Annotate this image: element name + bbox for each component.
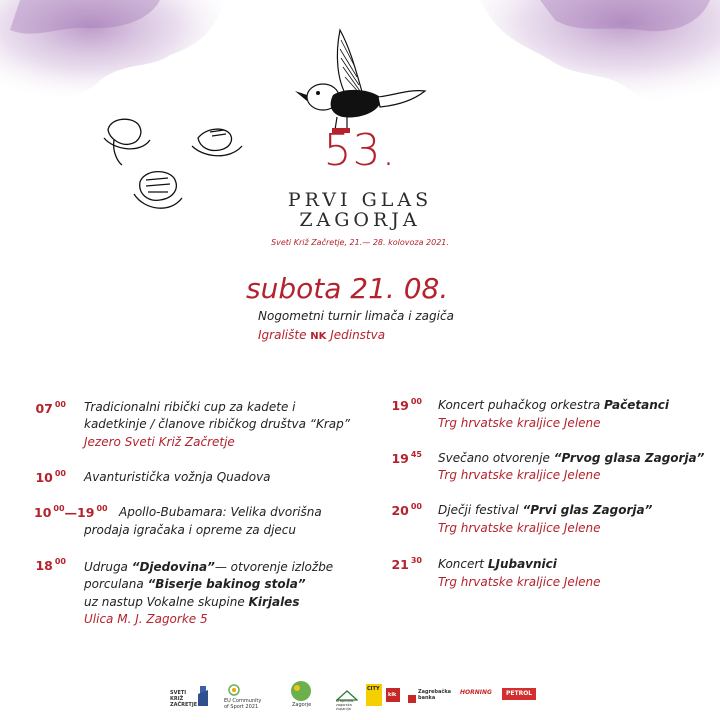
event-time: 10 $^{00}$—19 $^{00}$ <box>34 504 108 520</box>
event-text-line: kadetkinje / članove ribičkog društva “Krap” <box>84 417 350 431</box>
sponsor-logo-zagorje: Zagorje <box>286 680 316 710</box>
event-time: 18 $^{00}$ <box>35 557 66 573</box>
edition-number: 53. <box>323 125 397 176</box>
sponsor-logo-zupanija: Krapinsko-zagorska županija <box>336 686 358 708</box>
sponsor-logo-city: CITY <box>366 684 382 706</box>
sponsor-logos <box>170 680 540 712</box>
event-venue: Jezero Sveti Križ Začretje <box>84 435 235 449</box>
sponsor-logo-eu-sport: EU Community of Sport 2021 <box>224 682 264 710</box>
event-venue: Trg hrvatske kraljice Jelene <box>438 468 601 482</box>
event-text-line: Svečano otvorenje “Prvog glasa Zagorja” <box>438 451 705 465</box>
event-text-line: uz nastup Vokalne skupine Kirjales <box>84 595 300 609</box>
sponsor-logo-petrol: PETROL <box>502 688 536 700</box>
event-time: 19 $^{45}$ <box>391 450 422 466</box>
festival-title-line2: ZAGORJA <box>299 209 421 231</box>
event-text-line: Koncert LJubavnici <box>438 557 557 571</box>
intro-event-title: Nogometni turnir limača i zagiča <box>258 309 454 323</box>
event-venue: Trg hrvatske kraljice Jelene <box>438 416 601 430</box>
event-venue: Ulica M. J. Zagorke 5 <box>84 612 208 626</box>
event-venue: Trg hrvatske kraljice Jelene <box>438 521 601 535</box>
watercolor-wash-right <box>470 0 720 120</box>
event-text-line: Apollo-Bubamara: Velika dvorišna <box>119 505 322 519</box>
event-text-line: Koncert puhačkog orkestra Pačetanci <box>438 398 669 412</box>
event-time: 20 $^{00}$ <box>391 502 422 518</box>
event-time: 21 $^{30}$ <box>391 556 422 572</box>
event-time: 10 $^{00}$ <box>35 469 66 485</box>
festival-title-line1: PRVI GLAS <box>287 189 433 211</box>
sponsor-logo-kik: kik <box>386 688 400 702</box>
event-text-line: Tradicionalni ribički cup za kadete i <box>84 400 296 414</box>
festival-place-dates: Sveti Križ Začretje, 21.— 28. kolovoza 2021. <box>271 238 449 247</box>
event-text-line: prodaja igračaka i opreme za djecu <box>84 523 296 537</box>
sponsor-logo-horning: HORNING <box>460 689 492 696</box>
event-time: 19 $^{00}$ <box>391 397 422 413</box>
watercolor-wash-left <box>0 0 230 120</box>
event-text-line: Avanturistička vožnja Quadova <box>84 470 271 484</box>
event-venue: Trg hrvatske kraljice Jelene <box>438 575 601 589</box>
sponsor-logo-sveti-kriz: SVETI KRIŽ ZAČRETJE <box>170 684 212 708</box>
sponsor-logo-zagrebacka-banka: Zagrebačka banka <box>408 688 456 702</box>
event-text-line: porculana “Biserje bakinog stola” <box>84 577 306 591</box>
event-time: 07 $^{00}$ <box>35 400 66 416</box>
event-text-line: Udruga “Djedovina”— otvorenje izložbe <box>84 560 334 574</box>
day-title: subota 21. 08. <box>246 272 449 305</box>
intro-event-venue: Igralište NK Jedinstva <box>258 328 386 342</box>
event-text-line: Dječji festival “Prvi glas Zagorja” <box>438 503 653 517</box>
